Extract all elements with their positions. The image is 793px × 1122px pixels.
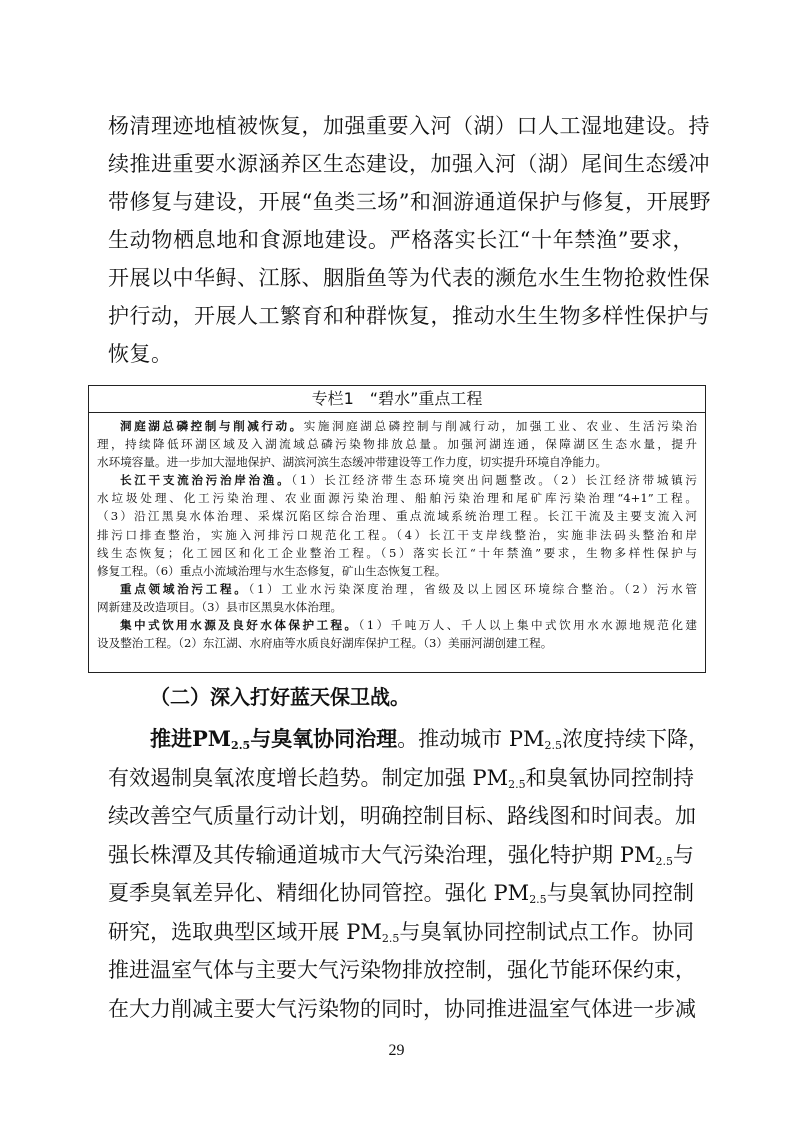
box-line-heading: 长江干支流治污治岸治渔。 (120, 473, 292, 488)
intro-paragraph (108, 107, 711, 373)
box-line-heading: 集中式饮用水源及良好水体保护工程。 (120, 618, 359, 633)
box-line-text: 修复工程。（6）重点小流域治理与水生态修复，矿山生态恢复工程。 (97, 563, 447, 578)
box-line (97, 562, 697, 580)
text-line: 强长株潭及其传输通道城市大气污染治理，强化特护期 $PM_{2.5}$与 (108, 842, 694, 868)
box-line (97, 507, 697, 525)
box-line-text: 理，持续降低环湖区域及入湖流域总磷污染物排放总量。加强河湖连通，保障湖区生态水量，提升 (97, 437, 697, 452)
box-line (97, 526, 697, 544)
text-line: 护行动，开展人工繁育和种群恢复，推动水生生物多样性保护与 (108, 304, 710, 328)
text-line: 续推进重要水源涵养区生态建设，加强入河（湖）尾间生态缓冲 (108, 152, 710, 176)
text-line: 夏季臭氧差异化、精细化协同管控。强化 $PM_{2.5}$与臭氧协同控制 (108, 881, 695, 906)
box-line-text: 水环境容量。进一步加大湿地保护、湖滨河滨生态缓冲带建设等工作力度，切实提升环境自净能力。 (97, 455, 608, 470)
box-line-text: 线生态恢复；化工园区和化工企业整治工程。（5）落实长江“十年禁渔”要求，生物多样性保护与 (97, 545, 697, 560)
box-line (97, 435, 697, 453)
box-line-text: 网新建及改造项目。（3）县市区黑臭水体治理。 (97, 599, 343, 614)
text-line: 研究，选取典型区域开展 $PM_{2.5}$与臭氧协同控制试点工作。协同 (108, 919, 694, 945)
box-line-text: （1）千吨万人、千人以上集中式饮用水水源地规范化建 (358, 618, 697, 633)
text-line: 杨清理迹地植被恢复，加强重要入河（湖）口人工湿地建设。持 (108, 114, 710, 138)
box-line (97, 598, 697, 616)
box-line-heading: 重点领域治污工程。 (120, 581, 249, 596)
text-line: 推进温室气体与主要大气污染物排放控制，强化节能环保约束， (108, 958, 696, 982)
box-line-text: 水垃圾处理、化工污染治理、农业面源污染治理、船舶污染治理和尾矿库污染治理“4+1”工程。 (97, 491, 697, 506)
text-line: 续改善空气质量行动计划，明确控制目标、路线图和时间表。加 (108, 804, 696, 828)
text-line: 带修复与建设，开展“鱼类三场”和洄游通道保护与修复，开展野 (108, 190, 711, 214)
box-line-text: （3）沿江黑臭水体治理、采煤沉陷区综合治理、重点流域系统治理工程。长江干流及主要支流入河 (97, 509, 697, 524)
box-line (97, 453, 697, 471)
box-line (97, 417, 697, 435)
text-line: 恢复。 (108, 342, 173, 366)
box-line (97, 471, 697, 489)
text-line: 推进$PM_{2.5}$与臭氧协同治理。推动城市 $PM_{2.5}$浓度持续下降， (150, 726, 709, 752)
box-line-text: 排污口排查整治，实施入河排污口规范化工程。（4）长江干支岸线整治，实施非法码头整治和岸 (97, 527, 697, 542)
section-heading: （二）深入打好蓝天保卫战。 (150, 685, 410, 709)
box-body (89, 413, 705, 652)
page-number: 29 (388, 1042, 405, 1059)
box-line-heading: 洞庭湖总磷控制与削减行动。 (120, 419, 304, 433)
box-title: 专栏1 “碧水”重点工程 (89, 386, 705, 413)
text-line: 在大力削减主要大气污染物的同时，协同推进温室气体进一步减 (108, 996, 696, 1021)
text-line: 生动物栖息地和食源地建设。严格落实长江“十年禁渔”要求， (108, 228, 694, 252)
box-line-text: （1）工业水污染深度治理，省级及以上园区环境综合整治。（2）污水管 (248, 581, 697, 596)
text-line: 有效遏制臭氧浓度增长趋势。制定加强 $PM_{2.5}$和臭氧协同控制持 (108, 765, 695, 791)
sidebar-box-bishui (88, 385, 706, 673)
box-line (97, 489, 697, 507)
box-line (97, 616, 697, 634)
box-line (97, 580, 697, 598)
text-line: 开展以中华鲟、江豚、胭脂鱼等为代表的濒危水生生物抢救性保 (108, 266, 710, 290)
box-line-text: （1）长江经济带生态环境突出问题整改。（2）长江经济带城镇污 (291, 473, 697, 488)
main-paragraph (108, 720, 709, 1028)
box-line-text: 设及整治工程。（2）东江湖、水府庙等水质良好湖库保护工程。（3）美丽河湖创建工程。 (97, 636, 553, 651)
box-line (97, 634, 697, 652)
lead-term: 推进$PM_{2.5}$与臭氧协同治理 (150, 726, 398, 752)
box-line (97, 544, 697, 562)
box-line-text: 实施洞庭湖总磷控制与削减行动，加强工业、农业、生活污染治 (303, 419, 697, 433)
